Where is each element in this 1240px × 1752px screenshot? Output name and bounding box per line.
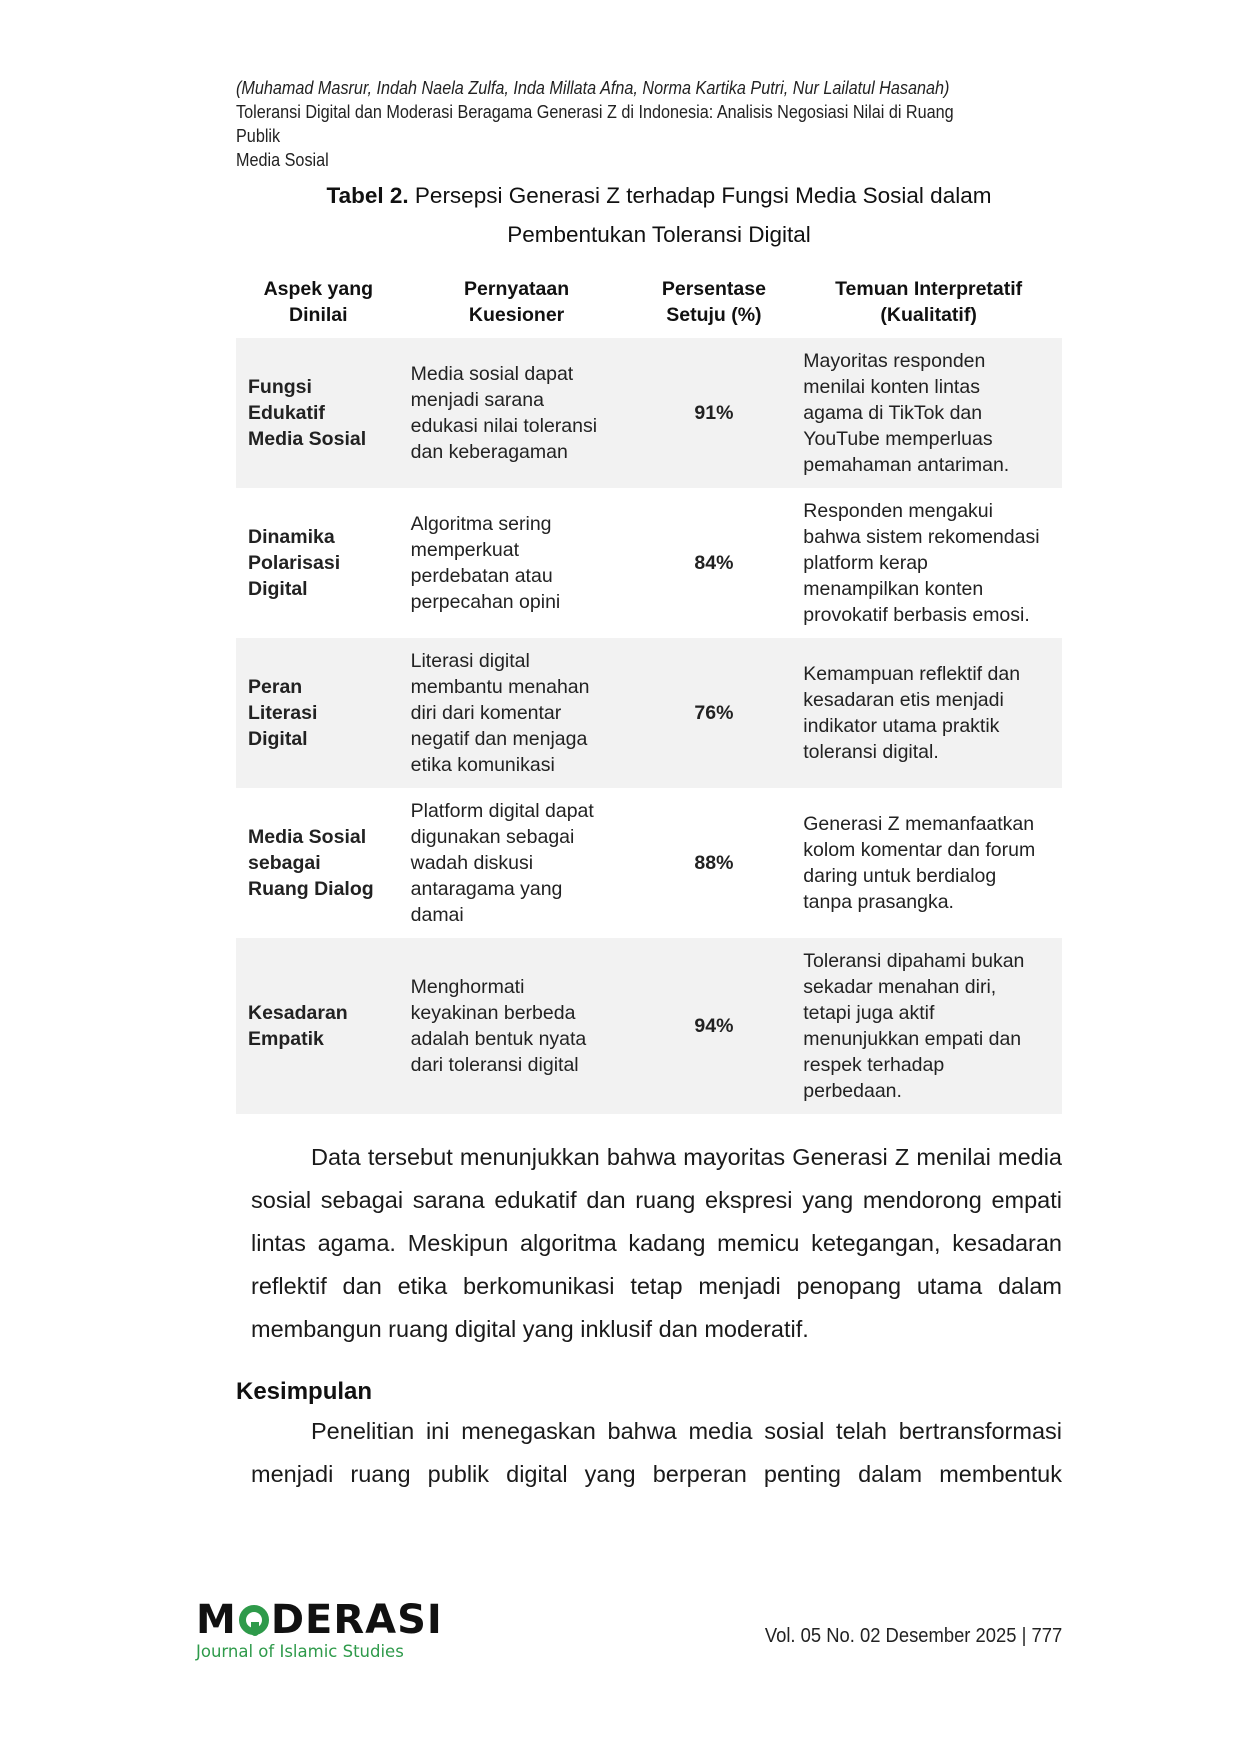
table-caption-line-2: Pembentukan Toleransi Digital (507, 222, 811, 247)
table-row (236, 488, 1062, 638)
table-caption-line-1: Persepsi Generasi Z terhadap Fungsi Media Sosial dalam (414, 183, 992, 208)
percent-cell: 76% (694, 702, 734, 724)
statement-cell: Algoritma sering memperkuat perdebatan atau perpecahan opini (410, 513, 561, 613)
table-row (236, 938, 1062, 1114)
finding-cell: Mayoritas responden menilai konten lintas agama di TikTok dan YouTube memperluas pemahaman antariman. (803, 350, 1010, 476)
aspect-cell: Kesadaran Empatik (248, 1002, 348, 1050)
statement-cell: Media sosial dapat menjadi sarana edukasi nilai toleransi dan keberagaman (410, 363, 598, 463)
aspect-cell: Peran Literasi Digital (248, 676, 318, 750)
logo-subtitle: Journal of Islamic Studies (196, 1642, 404, 1661)
finding-cell: Generasi Z memanfaatkan kolom komentar dan forum daring untuk berdialog tanpa prasangka. (803, 813, 1036, 913)
statement-cell: Menghormati keyakinan berbeda adalah bentuk nyata dari toleransi digital (410, 976, 587, 1076)
aspect-cell: Dinamika Polarisasi Digital (248, 526, 341, 600)
body-paragraph-1: Data tersebut menunjukkan bahwa mayoritas Generasi Z menilai media sosial sebagai sarana edukatif dan ruang ekspresi yang mendorong empati lintas agama. Meskipun algoritma kadang memicu ketegangan, kesadaran reflektif dan etika berkomunikasi tetap menjadi penopang utama dalam membangun ruang digital yang inklusif dan moderatif. (251, 1144, 1062, 1342)
article-title-line-1: Toleransi Digital dan Moderasi Beragama Generasi Z di Indonesia: Analisis Negosiasi Nilai di Ruang Publik (236, 102, 954, 146)
percent-cell: 94% (694, 1015, 734, 1037)
table-row (236, 638, 1062, 788)
finding-cell: Toleransi dipahami bukan sekadar menahan diri, tetapi juga aktif menunjukkan empati dan respek terhadap perbedaan. (803, 950, 1025, 1102)
issue-page-number: Vol. 05 No. 02 Desember 2025 | 777 (764, 1625, 1062, 1647)
column-header-aspect: Aspek yang Dinilai (263, 278, 374, 326)
column-header-percent: Persentase Setuju (%) (661, 278, 766, 326)
running-head (236, 76, 974, 172)
finding-cell: Responden mengakui bahwa sistem rekomendasi platform kerap menampilkan konten provokatif berbasis emosi. (803, 500, 1040, 626)
table-caption-label: Tabel 2. (326, 183, 409, 208)
finding-cell: Kemampuan reflektif dan kesadaran etis menjadi indikator utama praktik toleransi digital. (803, 663, 1021, 763)
perception-table (236, 268, 1062, 1114)
aspect-cell: Fungsi Edukatif Media Sosial (248, 376, 367, 450)
table-row (236, 788, 1062, 938)
table-caption (236, 176, 1082, 254)
logo-o-icon (239, 1605, 269, 1635)
column-header-statement: Pernyataan Kuesioner (464, 278, 570, 326)
column-header-finding: Temuan Interpretatif (Kualitatif) (835, 278, 1023, 326)
aspect-cell: Media Sosial sebagai Ruang Dialog (248, 826, 374, 900)
table-header-row (236, 268, 1062, 338)
statement-cell: Literasi digital membantu menahan diri dari komentar negatif dan menjaga etika komunikasi (410, 650, 590, 776)
percent-cell: 91% (694, 402, 734, 424)
author-list: (Muhamad Masrur, Indah Naela Zulfa, Inda Millata Afna, Norma Kartika Putri, Nur Lailatul Hasanah) (236, 78, 950, 98)
body-paragraph-2: Penelitian ini menegaskan bahwa media sosial telah bertransformasi menjadi ruang publik digital yang berperan penting dalam membentuk (251, 1418, 1062, 1487)
section-heading-kesimpulan: Kesimpulan (236, 1378, 373, 1405)
table-row (236, 338, 1062, 488)
article-title-line-2: Media Sosial (236, 150, 329, 170)
statement-cell: Platform digital dapat digunakan sebagai wadah diskusi antaragama yang damai (410, 800, 594, 926)
journal-logo (196, 1598, 443, 1661)
percent-cell: 88% (694, 852, 734, 874)
percent-cell: 84% (694, 552, 734, 574)
logo-wordmark: M DERASI (196, 1597, 443, 1643)
